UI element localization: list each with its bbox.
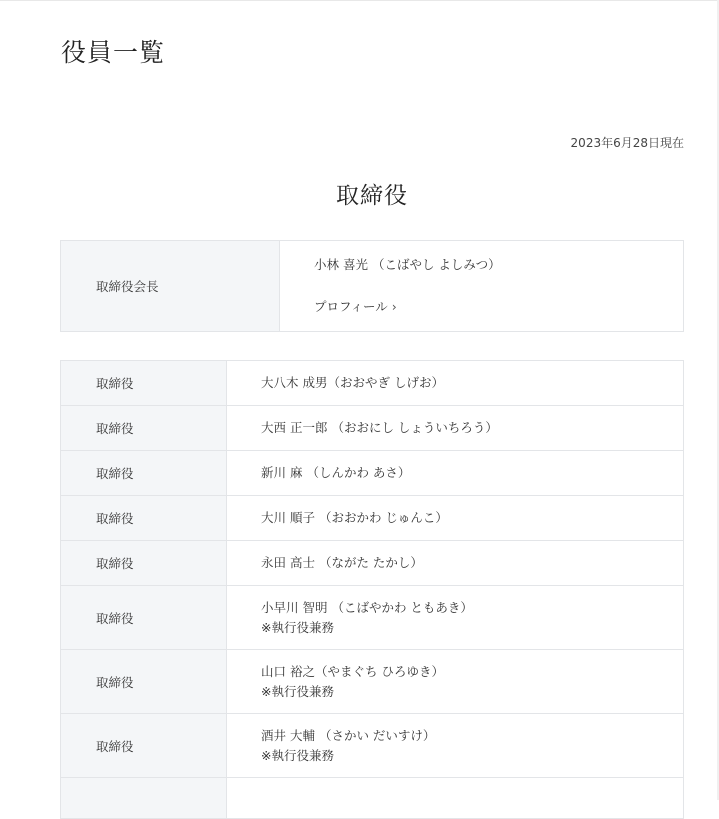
director-name: 酒井 大輔 （さかい だいすけ） xyxy=(261,727,436,743)
chair-row xyxy=(61,241,684,332)
director-cell xyxy=(227,451,684,496)
chair-cell xyxy=(280,241,684,332)
director-role: 取締役 xyxy=(61,650,227,714)
page-title: 役員一覧 xyxy=(61,38,166,67)
table-row xyxy=(61,541,684,586)
section-title: 取締役 xyxy=(336,183,408,209)
table-row xyxy=(61,714,684,778)
director-note: ※執行役兼務 xyxy=(261,683,334,699)
table-row xyxy=(61,650,684,714)
director-name: 小早川 智明 （こばやかわ ともあき） xyxy=(261,599,473,615)
director-cell xyxy=(227,361,684,406)
table-row xyxy=(61,778,684,819)
table-row xyxy=(61,586,684,650)
top-divider xyxy=(0,0,719,1)
director-role: 取締役 xyxy=(61,714,227,778)
director-role: 取締役 xyxy=(61,406,227,451)
director-role: 取締役 xyxy=(61,541,227,586)
director-name: 山口 裕之（やまぐち ひろゆき） xyxy=(261,663,444,679)
chair-table xyxy=(60,240,684,332)
director-role: 取締役 xyxy=(61,451,227,496)
director-name: 大八木 成男（おおやぎ しげお） xyxy=(261,375,444,390)
director-cell xyxy=(227,496,684,541)
profile-link[interactable] xyxy=(314,297,397,317)
chair-name: 小林 喜光 （こばやし よしみつ） xyxy=(314,257,501,272)
board-table xyxy=(60,360,684,819)
director-name: 大西 正一郎 （おおにし しょういちろう） xyxy=(261,420,498,435)
director-cell xyxy=(227,541,684,586)
profile-link-label: プロフィール xyxy=(314,299,388,314)
director-role: 取締役 xyxy=(61,496,227,541)
director-name: 大川 順子 （おおかわ じゅんこ） xyxy=(261,510,448,525)
table-row xyxy=(61,361,684,406)
director-cell xyxy=(227,406,684,451)
director-note: ※執行役兼務 xyxy=(261,619,334,635)
director-cell xyxy=(227,586,684,650)
table-row xyxy=(61,451,684,496)
table-row xyxy=(61,496,684,541)
director-name: 永田 高士 （ながた たかし） xyxy=(261,555,423,570)
table-row xyxy=(61,406,684,451)
director-note: ※執行役兼務 xyxy=(261,747,334,763)
director-role: 取締役 xyxy=(61,361,227,406)
director-role-cut xyxy=(61,778,227,819)
chair-role: 取締役会長 xyxy=(61,241,280,332)
director-role: 取締役 xyxy=(61,586,227,650)
director-cell xyxy=(227,650,684,714)
as-of-date: 2023年6月28日現在 xyxy=(570,136,684,150)
director-cell-cut xyxy=(227,778,684,819)
chevron-right-icon: › xyxy=(391,299,397,314)
director-cell xyxy=(227,714,684,778)
director-name: 新川 麻 （しんかわ あさ） xyxy=(261,465,411,480)
